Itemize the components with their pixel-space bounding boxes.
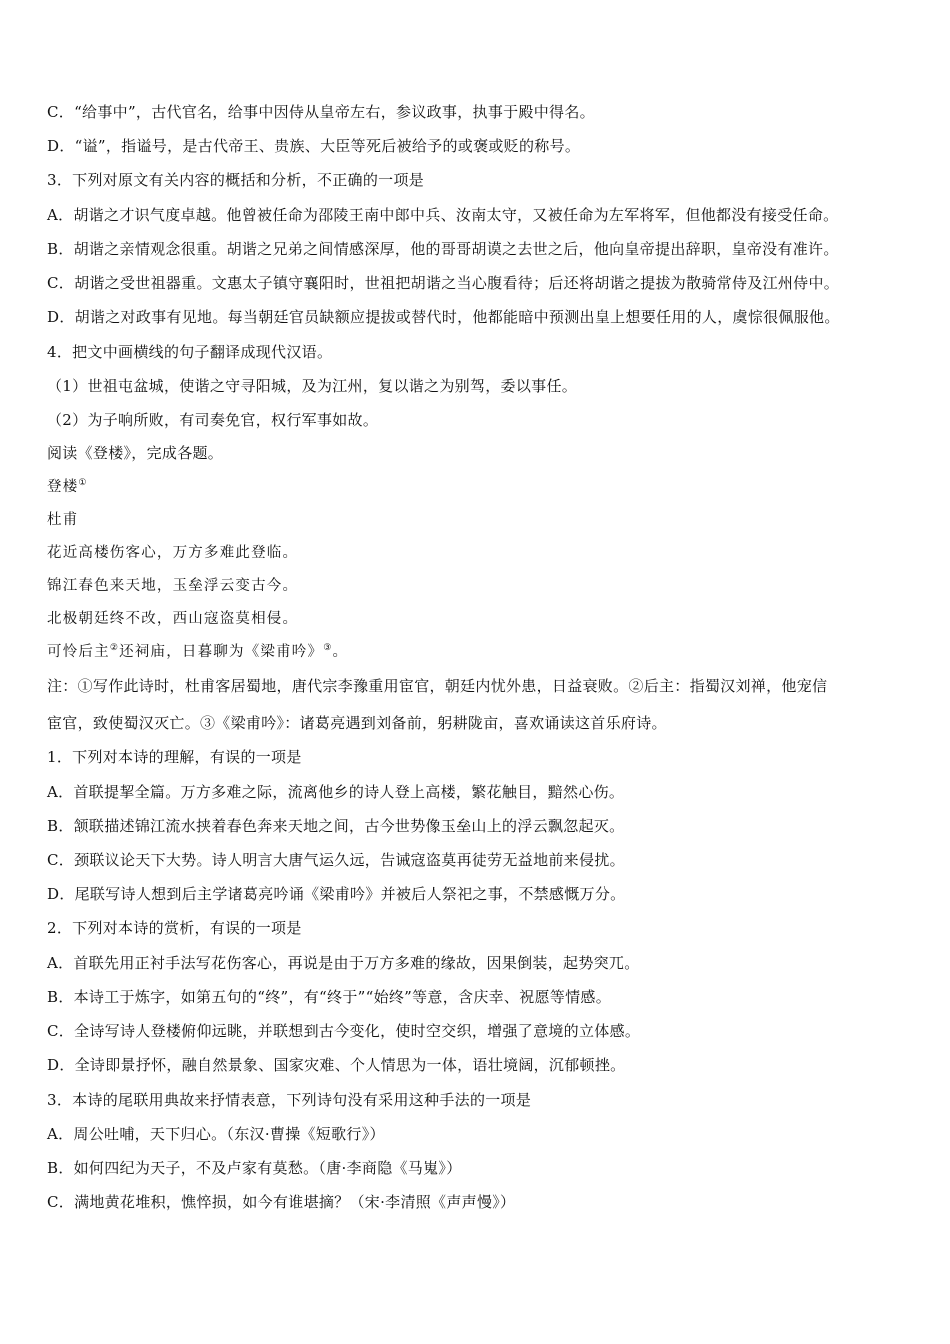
poem-question-2-option-d: D．全诗即景抒怀，融自然景象、国家灾难、个人情思为一体，语壮境阔，沉郁顿挫。 bbox=[47, 1056, 626, 1074]
option-d-text: D．“谥”，指谥号，是古代帝王、贵族、大臣等死后被给予的或褒或贬的称号。 bbox=[47, 137, 581, 155]
question-4-stem: 4．把文中画横线的句子翻译成现代汉语。 bbox=[47, 343, 333, 361]
poem-question-1-option-d: D．尾联写诗人想到后主学诸葛亮吟诵《梁甫吟》并被后人祭祀之事，不禁感慨万分。 bbox=[47, 885, 626, 903]
question-3-option-b: B．胡谐之亲情观念很重。胡谐之兄弟之间情感深厚，他的哥哥胡谟之去世之后，他向皇帝提出辞职，皇帝没有准许。 bbox=[47, 240, 839, 258]
poem-question-3-option-b: B．如何四纪为天子，不及卢家有莫愁。（唐·李商隐《马嵬》） bbox=[47, 1159, 462, 1177]
poem-author: 杜甫 bbox=[47, 512, 79, 528]
poem-line-3: 北极朝廷终不改，西山寇盗莫相侵。 bbox=[47, 611, 299, 627]
poem-line-4: 可怜后主②还祠庙，日暮聊为《梁甫吟》③。 bbox=[47, 643, 349, 660]
poem-question-3-option-a: A．周公吐哺，天下归心。（东汉·曹操《短歌行》） bbox=[47, 1125, 385, 1143]
question-3-stem: 3．下列对原文有关内容的概括和分析，不正确的一项是 bbox=[47, 171, 425, 189]
poem-question-2-option-a: A．首联先用正衬手法写花伤客心，再说是由于万方多难的缘故，因果倒装，起势突兀。 bbox=[47, 954, 640, 972]
poem-question-1-stem: 1．下列对本诗的理解，有误的一项是 bbox=[47, 748, 302, 766]
poem-title: 登楼① bbox=[47, 478, 88, 495]
footnote-marker: ① bbox=[78, 478, 88, 488]
poem-note-line-2: 宦官，致使蜀汉灭亡。③《梁甫吟》：诸葛亮遇到刘备前，躬耕陇亩，喜欢诵读这首乐府诗。 bbox=[47, 714, 667, 732]
question-3-option-c: C．胡谐之受世祖器重。文惠太子镇守襄阳时，世祖把胡谐之当心腹看待；后还将胡谐之提拔为散骑常侍及江州侍中。 bbox=[47, 274, 840, 292]
poem-question-1-option-c: C．颈联议论天下大势。诗人明言大唐气运久远，告诫寇盗莫再徒劳无益地前来侵扰。 bbox=[47, 851, 625, 869]
option-c-text: C．“给事中”，古代官名，给事中因侍从皇帝左右，参议政事，执事于殿中得名。 bbox=[47, 103, 595, 121]
poem-question-2-stem: 2．下列对本诗的赏析，有误的一项是 bbox=[47, 919, 302, 937]
poem-line-1: 花近高楼伤客心，万方多难此登临。 bbox=[47, 545, 299, 561]
question-4-sentence-1: （1）世祖屯盆城，使谐之守寻阳城，及为江州，复以谐之为别驾，委以事任。 bbox=[47, 377, 578, 395]
poem-question-1-option-b: B．颔联描述锦江流水挟着春色奔来天地之间，古今世势像玉垒山上的浮云飘忽起灭。 bbox=[47, 817, 625, 835]
footnote-marker: ② bbox=[109, 643, 120, 653]
question-4-sentence-2: （2）为子响所败，有司奏免官，权行军事如故。 bbox=[47, 411, 379, 429]
poem-question-3-stem: 3．本诗的尾联用典故来抒情表意，下列诗句没有采用这种手法的一项是 bbox=[47, 1091, 532, 1109]
question-3-option-d: D．胡谐之对政事有见地。每当朝廷官员缺额应提拔或替代时，他都能暗中预测出皇上想要任用的人，虞悰很佩服他。 bbox=[47, 308, 840, 326]
question-3-option-a: A．胡谐之才识气度卓越。他曾被任命为邵陵王南中郎中兵、汝南太守，又被任命为左军将军，但他都没有接受任命。 bbox=[47, 206, 839, 224]
footnote-marker: ③ bbox=[323, 643, 333, 653]
poem-note-line-1: 注：①写作此诗时，杜甫客居蜀地，唐代宗李豫重用宦官，朝廷内忧外患，日益衰败。②后主：指蜀汉刘禅，他宠信 bbox=[47, 677, 828, 695]
poem-question-2-option-b: B．本诗工于炼字，如第五句的“终”，有“终于”“始终”等意，含庆幸、祝愿等情感。 bbox=[47, 988, 612, 1006]
poem-question-3-option-c: C．满地黄花堆积，憔悴损，如今有谁堪摘？（宋·李清照《声声慢》） bbox=[47, 1193, 516, 1211]
poem-intro: 阅读《登楼》，完成各题。 bbox=[47, 444, 224, 462]
poem-line-2: 锦江春色来天地，玉垒浮云变古今。 bbox=[47, 578, 299, 594]
poem-question-2-option-c: C．全诗写诗人登楼俯仰远眺，并联想到古今变化，使时空交织，增强了意境的立体感。 bbox=[47, 1022, 641, 1040]
poem-question-1-option-a: A．首联提挈全篇。万方多难之际，流离他乡的诗人登上高楼，繁花触目，黯然心伤。 bbox=[47, 783, 625, 801]
